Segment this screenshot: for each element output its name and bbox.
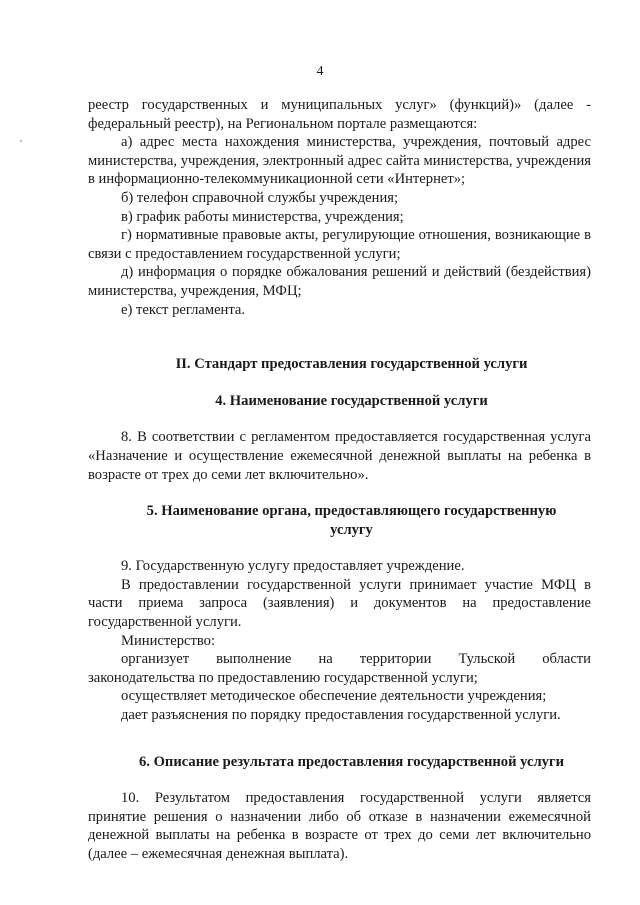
intro-line-2: федеральный реестр), на Региональном портале размещаются: [88, 115, 478, 132]
section-2-heading: II. Стандарт предоставления государственной услуги [175, 356, 528, 373]
item-v: в) график работы министерства, учреждения; [121, 208, 404, 225]
scan-speck [20, 140, 22, 142]
paragraph-9-mfc: В предоставлении государственной услуги принимает участие МФЦ в части приема запроса (заявления) и документов на предоставление государственной услуги. [88, 576, 591, 631]
section-6-heading: 6. Описание результата предоставления государственной услуги [138, 753, 564, 770]
ministry-organizes-line-2: законодательства по предоставлению государственной услуги; [88, 669, 478, 686]
paragraph-9: 9. Государственную услугу предоставляет учреждение. [121, 558, 465, 575]
ministry-label: Министерство: [121, 632, 216, 649]
ministry-explanations: дает разъяснения по порядку предоставления государственной услуги. [121, 707, 561, 724]
paragraph-10: 10. Результатом предоставления государственной услуги является принятие решения о назначении либо об отказе в назначении ежемесячной денежной выплаты на ребенка в возрасте от трех до семи лет включительно (далее – ежемесячная денежная выплата). [88, 790, 591, 862]
ministry-methodical-support: осуществляет методическое обеспечение деятельности учреждения; [121, 688, 547, 705]
item-a: а) адрес места нахождения министерства, учреждения, почтовый адрес министерства, учреждения, электронный адрес сайта министерства, учреждения в информационно-телекоммуникационной сети «Интернет»; [88, 134, 591, 188]
section-4-heading: 4. Наименование государственной услуги [215, 392, 488, 409]
item-g: г) нормативные правовые акты, регулирующие отношения, возникающие в связи с предоставлением государственной услуги; [88, 227, 591, 262]
page-content [88, 96, 591, 864]
section-5-heading-line-1: 5. Наименование органа, предоставляющего государственную [146, 503, 557, 520]
intro-line-1: реестр государственных и муниципальных услуг» (функций)» (далее - [88, 97, 591, 113]
item-b: б) телефон справочной службы учреждения; [121, 189, 399, 206]
item-d: д) информация о порядке обжалования решений и действий (бездействия) министерства, учреждения, МФЦ; [88, 264, 591, 299]
item-e: е) текст регламента. [121, 301, 246, 318]
section-5-heading-line-2: услугу [330, 521, 373, 538]
page-number: 4 [316, 64, 324, 79]
paragraph-8: 8. В соответствии с регламентом предоставляется государственная услуга «Назначение и осуществление ежемесячной денежной выплаты на ребенка в возрасте от трех до семи лет включительно». [88, 429, 591, 483]
ministry-organizes-line-1: организует выполнение на территории Тульской области [121, 651, 591, 668]
